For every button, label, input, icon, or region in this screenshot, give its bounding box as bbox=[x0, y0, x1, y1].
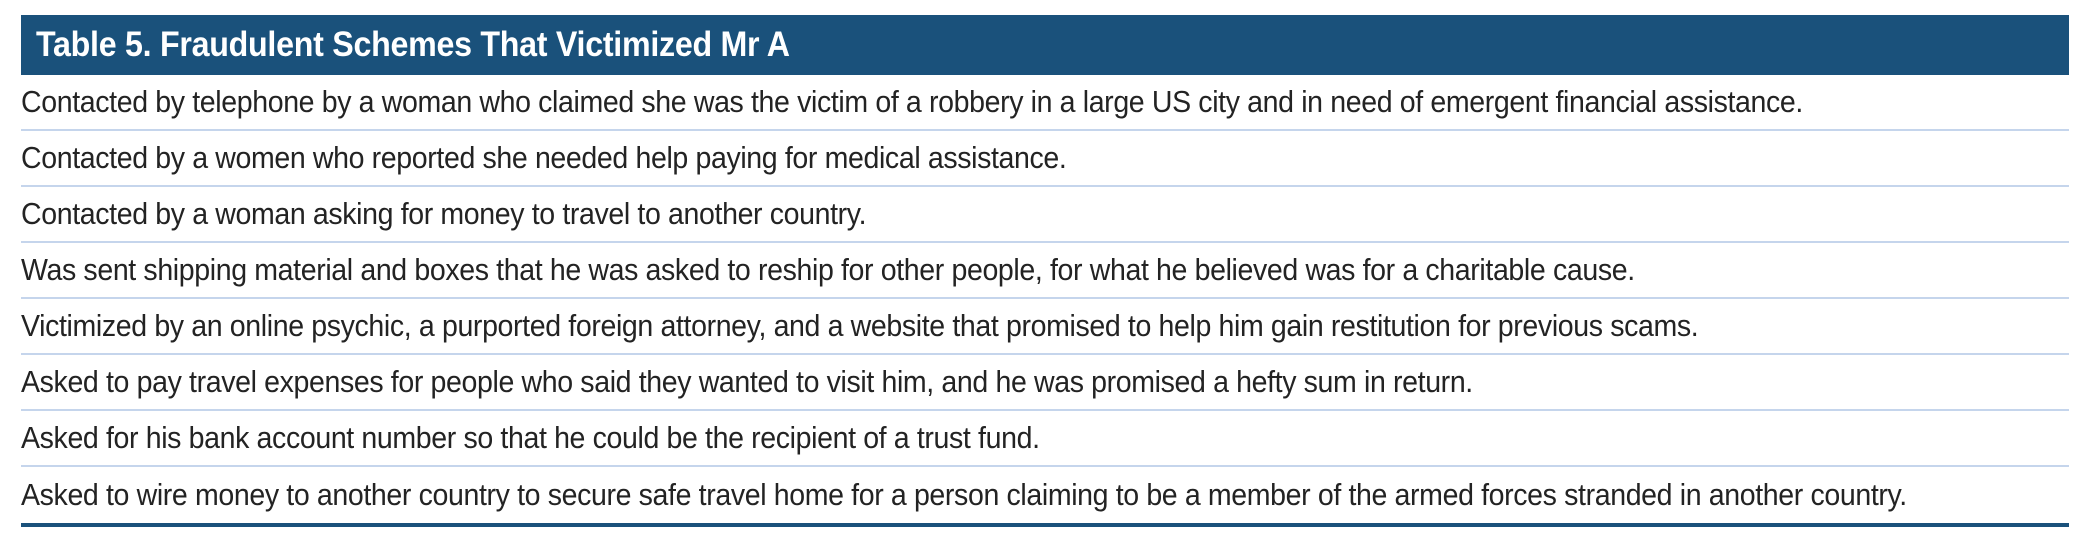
row-text: Contacted by a woman asking for money to travel to another country. bbox=[21, 196, 867, 231]
table-body bbox=[21, 75, 2069, 527]
table-title: Table 5. Fraudulent Schemes That Victimized Mr A bbox=[36, 25, 790, 64]
row-text: Victimized by an online psychic, a purported foreign attorney, and a website that promised to help him gain restitution for previous scams. bbox=[21, 308, 1699, 343]
row-text: Contacted by telephone by a woman who claimed she was the victim of a robbery in a large US city and in need of emergent financial assistance. bbox=[21, 84, 1803, 119]
table-header-bar bbox=[21, 15, 2069, 75]
table-row bbox=[21, 411, 2069, 467]
row-text: Asked for his bank account number so that he could be the recipient of a trust fund. bbox=[21, 420, 1040, 455]
table-row bbox=[21, 243, 2069, 299]
table-row bbox=[21, 131, 2069, 187]
row-text: Asked to pay travel expenses for people who said they wanted to visit him, and he was promised a hefty sum in return. bbox=[21, 364, 1473, 399]
table-row bbox=[21, 187, 2069, 243]
table-row bbox=[21, 75, 2069, 131]
table-row bbox=[21, 299, 2069, 355]
fraud-schemes-table bbox=[21, 15, 2069, 527]
row-text: Was sent shipping material and boxes that he was asked to reship for other people, for what he believed was for a charitable cause. bbox=[21, 252, 1635, 287]
row-text: Contacted by a women who reported she needed help paying for medical assistance. bbox=[21, 140, 1067, 175]
table-row bbox=[21, 467, 2069, 523]
table-row bbox=[21, 355, 2069, 411]
row-text: Asked to wire money to another country to secure safe travel home for a person claiming to be a member of the armed forces stranded in another country. bbox=[21, 477, 1907, 512]
